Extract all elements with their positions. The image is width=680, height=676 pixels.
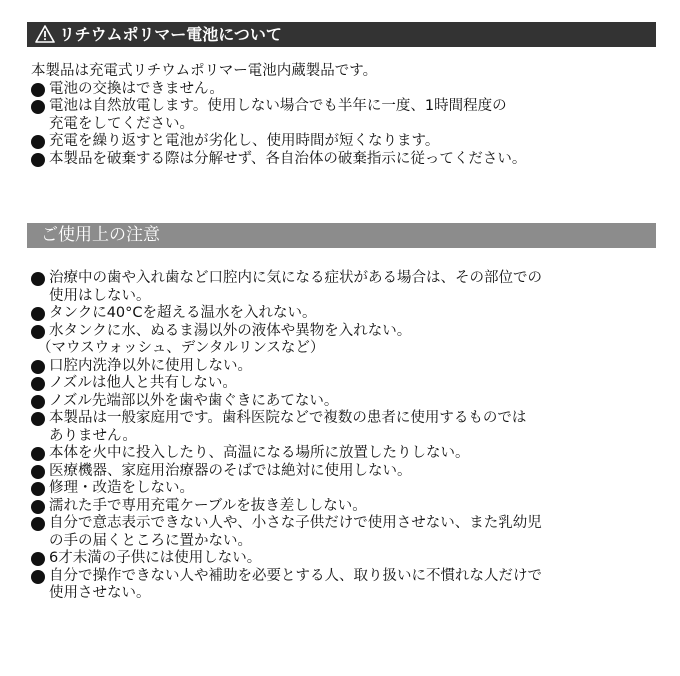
list-item — [31, 498, 661, 516]
list-item — [31, 375, 661, 393]
list-item — [31, 463, 661, 481]
list-item-text: 水タンクに水、ぬるま湯以外の液体や異物を入れない。 — [49, 322, 412, 339]
battery-section-body — [31, 63, 661, 168]
list-item-text: 自分で操作できない人や補助を必要とする人、取り扱いに不慣れな人だけで — [49, 567, 542, 584]
list-item-text: 口腔内洗浄以外に使用しない。 — [49, 357, 252, 374]
bullet-icon — [31, 465, 45, 479]
list-item-text: 濡れた手で専用充電ケーブルを抜き差ししない。 — [49, 497, 367, 514]
list-item-text: 治療中の歯や入れ歯など口腔内に気になる症状がある場合は、その部位での — [49, 270, 542, 286]
list-item — [31, 323, 661, 341]
caution-section-title: ご使用上の注意 — [41, 225, 160, 245]
caution-section-body — [31, 270, 661, 603]
list-item — [31, 81, 661, 99]
bullet-icon — [31, 135, 45, 149]
list-item-text: 充電を繰り返すと電池が劣化し、使用時間が短くなります。 — [49, 133, 440, 149]
list-item-text: ノズルは他人と共有しない。 — [49, 375, 237, 391]
list-item-text: 本製品を破棄する際は分解せず、各自治体の破棄指示に従ってください。 — [49, 150, 527, 167]
bullet-icon — [31, 447, 45, 461]
list-item-text: 充電をしてください。 — [49, 115, 194, 132]
list-item — [31, 270, 661, 305]
list-item — [31, 515, 661, 550]
list-item — [31, 133, 661, 151]
list-item — [31, 410, 661, 445]
list-item-text: ノズル先端部以外を歯や歯ぐきにあてない。 — [49, 392, 339, 409]
list-item-text: 電池の交換はできません。 — [49, 80, 224, 97]
list-item-text: 6才未満の子供には使用しない。 — [49, 550, 262, 566]
battery-intro: 本製品は充電式リチウムポリマー電池内蔵製品です。 — [31, 63, 378, 79]
bullet-icon — [31, 412, 45, 426]
list-item — [31, 445, 661, 463]
bullet-icon — [31, 500, 45, 514]
caution-section-header — [27, 223, 656, 248]
bullet-icon — [31, 153, 45, 167]
list-item — [31, 98, 661, 133]
bullet-icon — [31, 395, 45, 409]
list-item — [31, 151, 661, 169]
list-item — [31, 358, 661, 376]
list-item — [31, 550, 661, 568]
bullet-icon — [31, 517, 45, 531]
list-item-text: 使用させない。 — [49, 585, 151, 601]
list-item — [31, 480, 661, 498]
bullet-icon — [31, 307, 45, 321]
bullet-icon — [31, 83, 45, 97]
list-item-text: 電池は自然放電します。使用しない場合でも半年に一度、1時間程度の — [49, 98, 507, 114]
list-item-text: 使用はしない。 — [49, 287, 151, 304]
bullet-icon — [31, 482, 45, 496]
bullet-icon — [31, 377, 45, 391]
bullet-icon — [31, 100, 45, 114]
list-item-text: 本体を火中に投入したり、高温になる場所に放置したりしない。 — [49, 445, 470, 461]
list-item-text: ありません。 — [49, 427, 137, 444]
list-item-text: タンクに40°Cを超える温水を入れない。 — [49, 305, 317, 321]
list-item-text: 本製品は一般家庭用です。歯科医院などで複数の患者に使用するものでは — [49, 410, 527, 426]
caution-note: （マウスウォッシュ、デンタルリンスなど） — [37, 340, 325, 356]
list-item — [31, 568, 661, 603]
warning-icon — [35, 25, 55, 47]
list-item — [31, 305, 661, 323]
list-item-text: 修理・改造をしない。 — [49, 480, 194, 496]
list-item — [31, 393, 661, 411]
battery-section-header — [27, 22, 656, 47]
list-item-text: 自分で意志表示できない人や、小さな子供だけで使用させない、また乳幼児 — [49, 515, 542, 531]
bullet-icon — [31, 272, 45, 286]
bullet-icon — [31, 552, 45, 566]
list-item-text: 医療機器、家庭用治療器のそばでは絶対に使用しない。 — [49, 462, 412, 479]
bullet-icon — [31, 325, 45, 339]
battery-section-title: リチウムポリマー電池について — [59, 25, 282, 44]
bullet-icon — [31, 570, 45, 584]
list-item-text: の手の届くところに置かない。 — [49, 532, 252, 549]
bullet-icon — [31, 360, 45, 374]
